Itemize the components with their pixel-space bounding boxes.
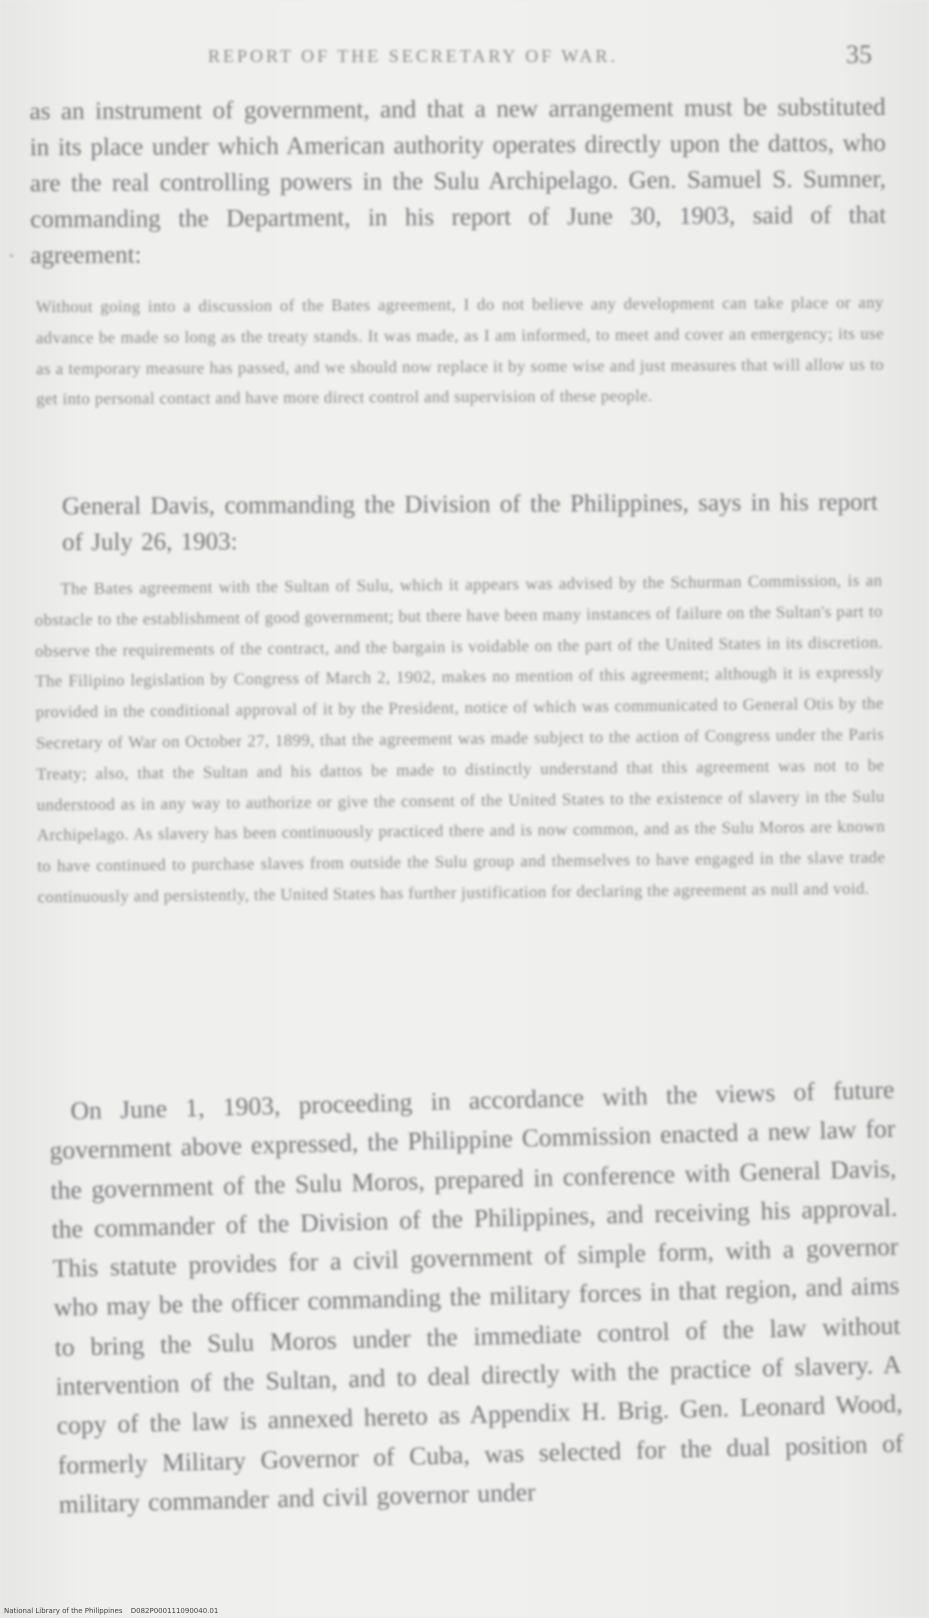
- body-paragraph-1: as an instrument of government, and that a new arrangement must be substituted in its place under which American authority operates directly upon the dattos, who are the real controlling powers in the Sulu Archipelago. Gen. Samuel S. Sumner, commanding the Department, in his report of June 30, 1903, said of that agreement:: [29, 93, 887, 270]
- block-quote-sumner: Without going into a discussion of the Bates agreement, I do not believe any development can take place or any advance be made so long as the treaty stands. It was made, as I am informed, to meet and cover an emergency; its use as a temporary measure has passed, and we should now replace it by some wise and just measures that will allow us to get into personal contact and have more direct control and supervision of these people.: [35, 292, 885, 409]
- page-number: 35: [846, 40, 872, 69]
- body-paragraph-3: On June 1, 1903, proceeding in accordance with the views of future government above expressed, the Philippine Commission enacted a new law for the government of the Sulu Moros, prepared in conference with General Davis, the commander of the Division of the Philippines, and receiving his approval. This statute provides for a civil government of simple form, with a governor who may be the officer commanding the military forces in that region, and aims to bring the Sulu Moros under the immediate control of the law without intervention of the Sultan, and to deal directly with the practice of slavery. A copy of the law is annexed hereto as Appendix H. Brig. Gen. Leonard Wood, formerly Military Governor of Cuba, was selected for the dual position of military commander and civil governor under: [49, 1074, 904, 1519]
- footer-library: National Library of the Philippines: [4, 1607, 123, 1615]
- block-quote-davis: The Bates agreement with the Sultan of Sulu, which it appears was advised by the Schurman Commission, is an obstacle to the establishment of good government; but there have been many instances of failure on the Sultan's part to observe the requirements of the contract, and the bargain is voidable on the part of the United States in its discretion. The Filipino legislation by Congress of March 2, 1902, makes no mention of this agreement; although it is expressly provided in the conditional approval of it by the President, notice of which was communicated to General Otis by the Secretary of War on October 27, 1899, that the agreement was made subject to the action of Congress under the Paris Treaty; also, that the Sultan and his dattos be made to distinctly understand that this agreement was not to be understood as in any way to authorize or give the consent of the United States to the existence of slavery in the Sulu Archipelago. As slavery has been continuously practiced there and is now common, and as the Sulu Moros are known to have continued to purchase slaves from outside the Sulu group and themselves to have engaged in the slave trade continuously and persistently, the United States has further justification for declaring the agreement as null and void.: [34, 570, 886, 907]
- margin-mark: [10, 254, 13, 257]
- scan-footer: [4, 1607, 224, 1615]
- body-paragraph-2: General Davis, commanding the Division of the Philippines, says in his report of July 26, 1903:: [61, 488, 878, 557]
- footer-record-id: D082P000111090040.01: [130, 1607, 219, 1615]
- running-header: REPORT OF THE SECRETARY OF WAR.: [208, 46, 618, 66]
